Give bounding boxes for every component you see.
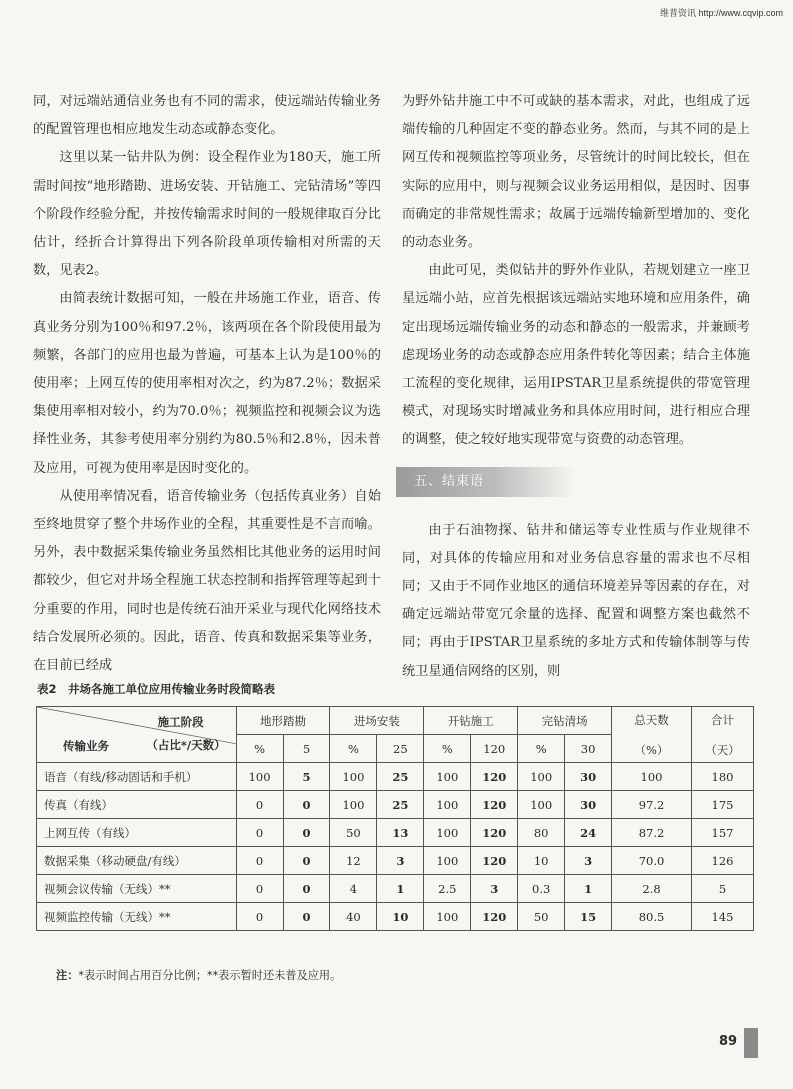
percent-cell: 0: [236, 875, 283, 903]
paragraph: 由于石油物探、钻井和储运等专业性质与作业规律不同，对具体的传输应用和对业务信息容量的需求也不尽相同；又由于不同作业地区的通信环境差异等因素的存在，对确定远端站带宽冗余量的选择、配置和调整方案也截然不同；再由于IPSTAR卫星系统的多址方式和传输体制等与传统卫星通信网络的区别，则: [402, 522, 750, 679]
days-cell: 0: [283, 847, 330, 875]
percent-cell: 10: [518, 847, 565, 875]
percent-cell: 50: [518, 903, 565, 931]
days-cell: 1: [565, 875, 612, 903]
table-caption: 表2 井场各施工单位应用传输业务时段简略表: [37, 682, 275, 696]
days-cell: 120: [471, 763, 518, 791]
days-cell: 15: [565, 903, 612, 931]
table-row: [37, 763, 754, 791]
days-subheader: 5: [283, 735, 330, 763]
percent-cell: 50: [330, 819, 377, 847]
right-column-upper: [402, 88, 750, 455]
corner-header: [37, 707, 237, 763]
percent-cell: 100: [424, 847, 471, 875]
total-cell: 87.2: [612, 819, 692, 847]
total-cell: 97.2: [612, 791, 692, 819]
percent-cell: 80: [518, 819, 565, 847]
percent-cell: 100: [424, 819, 471, 847]
sum-cell: 157: [691, 819, 753, 847]
days-subheader: 30: [565, 735, 612, 763]
pct-subheader: %: [236, 735, 283, 763]
percent-cell: 0: [236, 847, 283, 875]
paragraph: 为野外钻井施工中不可或缺的基本需求，对此，也组成了远端传输的几种固定不变的静态业务。然而，与其不同的是上网互传和视频监控等项业务，尽管统计的时间比较长，但在实际的应用中，则与视频会议业务运用相似，是因时、因事而确定的非常规性需求；故属于远端传输新型增加的、变化的动态业务。: [402, 94, 750, 251]
days-cell: 30: [565, 791, 612, 819]
total-header-label: 总天数: [634, 712, 669, 727]
sum-cell: 5: [691, 875, 753, 903]
days-cell: 120: [471, 791, 518, 819]
total-cell: 100: [612, 763, 692, 791]
pct-subheader: %: [424, 735, 471, 763]
data-table: [36, 706, 754, 931]
sum-cell: 180: [691, 763, 753, 791]
table-row: [37, 875, 754, 903]
days-subheader: 25: [377, 735, 424, 763]
note-label: 注：: [56, 969, 79, 982]
percent-cell: 0: [236, 791, 283, 819]
percent-cell: 100: [424, 903, 471, 931]
note-text: *表示时间占用百分比例；**表示暂时还未普及应用。: [78, 969, 342, 982]
percent-cell: 100: [236, 763, 283, 791]
paragraph: 由此可见，类似钻井的野外作业队，若规划建立一座卫星远端小站，应首先根据该远端站实地环境和应用条件，确定出现场远端传输业务的动态和静态的一般需求，并兼顾考虑现场业务的动态或静态应用条件转化等因素；结合主体施工流程的变化规律，运用IPSTAR卫星系统提供的带宽管理模式，对现场实时增减业务和具体应用时间，进行相应合理的调整，使之较好地实现带宽与资费的动态管理。: [402, 263, 750, 448]
days-cell: 0: [283, 819, 330, 847]
days-cell: 120: [471, 903, 518, 931]
right-column: [402, 88, 750, 686]
stage-header: 开钻施工: [424, 707, 518, 735]
percent-cell: 4: [330, 875, 377, 903]
percent-cell: 100: [424, 791, 471, 819]
sum-header-label: 合计: [710, 712, 734, 727]
percent-cell: 40: [330, 903, 377, 931]
corner-ratio-label: （占比*/天数）: [146, 738, 226, 752]
sum-cell: 175: [691, 791, 753, 819]
percent-cell: 100: [330, 791, 377, 819]
total-cell: 80.5: [612, 903, 692, 931]
paragraph: 从使用率情况看，语音传输业务（包括传真业务）自始至终地贯穿了整个井场作业的全程，其重要性是不言而喻。另外，表中数据采集传输业务虽然相比其他业务的运用时间都较少，但它对井场全程施工状态控制和指挥管理等起到十分重要的作用，同时也是传统石油开采业与现代化网络技术结合发展所必须的。因此，语音、传真和数据采集等业务，在目前已经成: [33, 488, 381, 674]
days-cell: 5: [283, 763, 330, 791]
days-cell: 3: [471, 875, 518, 903]
percent-cell: 100: [424, 763, 471, 791]
service-name-cell: 语音（有线/移动固话和手机）: [37, 763, 237, 791]
days-cell: 30: [565, 763, 612, 791]
days-subheader: 120: [471, 735, 518, 763]
table-row: [37, 791, 754, 819]
days-cell: 120: [471, 819, 518, 847]
total-header: [612, 707, 692, 763]
page-number: 89: [719, 1034, 738, 1049]
table-row: [37, 847, 754, 875]
days-cell: 120: [471, 847, 518, 875]
paragraph: 由简表统计数据可知，一般在井场施工作业，语音、传真业务分别为100％和97.2％，该两项在各个阶段使用最为频繁，各部门的应用也最为普遍，可基本上认为是100％的使用率；上网互传的使用率相对次之，约为87.2％；数据采集使用率相对较小，约为70.0％；视频监控和视频会议为选择性业务，其参考使用率分别约为80.5％和2.8％，因未普及应用，可视为使用率是因时变化的。: [33, 291, 381, 476]
sum-cell: 145: [691, 903, 753, 931]
corner-stage-label: 施工阶段: [157, 715, 204, 729]
stage-header: 进场安装: [330, 707, 424, 735]
days-cell: 3: [565, 847, 612, 875]
paragraph: 这里以某一钻井队为例：设全程作业为180天，施工所需时间按“地形踏勘、进场安装、开钻施工、完钻清场”等四个阶段作经验分配，并按传输需求时间的一般规律取百分比估计，经折合计算得出下列各阶段单项传输相对所需的天数，见表2。: [33, 150, 381, 279]
service-name-cell: 数据采集（移动硬盘/有线）: [37, 847, 237, 875]
days-cell: 0: [283, 875, 330, 903]
percent-cell: 12: [330, 847, 377, 875]
days-cell: 24: [565, 819, 612, 847]
page-tab-marker: [744, 1028, 758, 1058]
days-cell: 10: [377, 903, 424, 931]
total-cell: 70.0: [612, 847, 692, 875]
pct-subheader: %: [518, 735, 565, 763]
days-cell: 0: [283, 791, 330, 819]
table-note: [56, 967, 341, 983]
total-cell: 2.8: [612, 875, 692, 903]
sum-header: [691, 707, 753, 763]
days-cell: 25: [377, 791, 424, 819]
days-cell: 3: [377, 847, 424, 875]
percent-cell: 0: [236, 819, 283, 847]
table-row: [37, 903, 754, 931]
pct-subheader: %: [330, 735, 377, 763]
service-name-cell: 视频监控传输（无线）**: [37, 903, 237, 931]
percent-cell: 100: [330, 763, 377, 791]
service-name-cell: 传真（有线）: [37, 791, 237, 819]
service-name-cell: 视频会议传输（无线）**: [37, 875, 237, 903]
left-column: [33, 88, 381, 680]
percent-cell: 100: [518, 763, 565, 791]
percent-cell: 2.5: [424, 875, 471, 903]
days-cell: 0: [283, 903, 330, 931]
table-body: [37, 763, 754, 931]
right-column-lower: [402, 517, 750, 686]
days-cell: 1: [377, 875, 424, 903]
corner-service-label: 传输业务: [63, 739, 109, 753]
table-row: [37, 819, 754, 847]
days-cell: 13: [377, 819, 424, 847]
watermark: 维普资讯 http://www.cqvip.com: [659, 8, 783, 18]
section-heading: 五、结束语: [396, 467, 576, 497]
percent-cell: 100: [518, 791, 565, 819]
sum-header-unit: （天）: [705, 742, 740, 757]
percent-cell: 0: [236, 903, 283, 931]
days-cell: 25: [377, 763, 424, 791]
stage-header: 完钻清场: [518, 707, 612, 735]
total-header-unit: （%）: [634, 742, 669, 757]
stage-header: 地形踏勘: [236, 707, 330, 735]
service-name-cell: 上网互传（有线）: [37, 819, 237, 847]
sum-cell: 126: [691, 847, 753, 875]
paragraph: 同，对远端站通信业务也有不同的需求，使远端站传输业务的配置管理也相应地发生动态或静态变化。: [33, 94, 381, 138]
percent-cell: 0.3: [518, 875, 565, 903]
